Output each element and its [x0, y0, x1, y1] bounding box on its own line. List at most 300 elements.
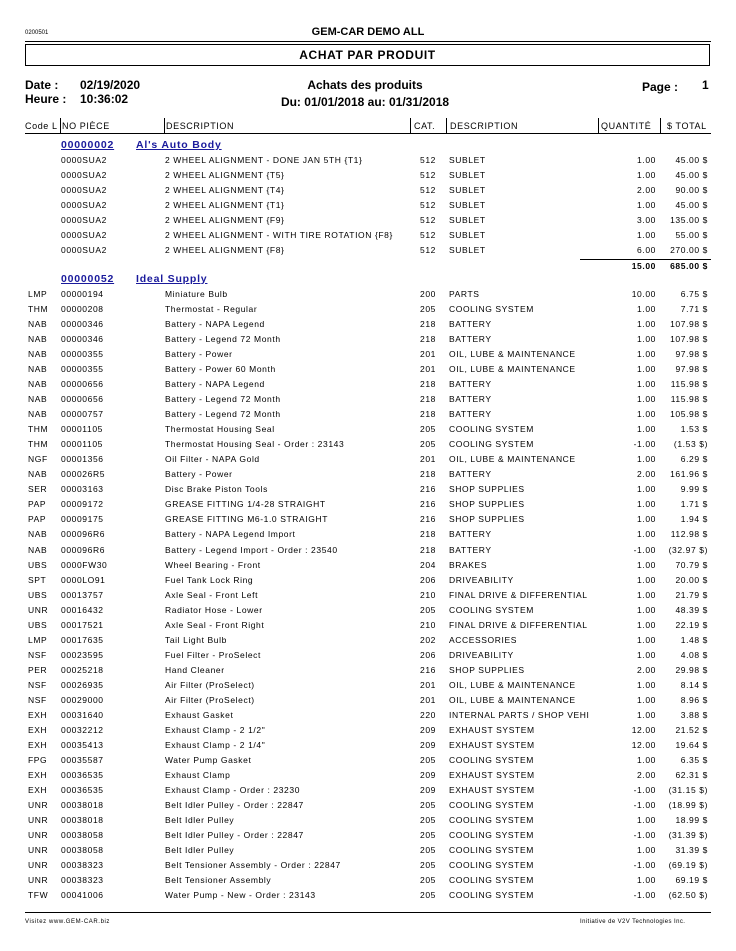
total-amount: (18.99 $): [668, 800, 708, 811]
subtotal-total: 685.00 $: [670, 261, 708, 272]
category-description: PARTS: [449, 289, 480, 299]
line-code: UBS: [28, 559, 48, 570]
total-amount: (62.50 $): [668, 890, 708, 901]
line-code: SPT: [28, 574, 47, 585]
line-code: UNR: [28, 875, 49, 886]
category-code: 512: [420, 155, 436, 165]
table-row: [0, 155, 736, 170]
part-description: Belt Tensioner Assembly: [165, 875, 272, 886]
line-code: THM: [28, 424, 49, 435]
line-code: PER: [28, 664, 48, 675]
col-sep-3: [410, 118, 411, 133]
table-row: [0, 334, 736, 349]
line-code: UNR: [28, 815, 49, 826]
quantity: 1.00: [637, 845, 656, 856]
part-description: Belt Tensioner Assembly - Order : 22847: [165, 860, 341, 871]
line-code: NAB: [28, 469, 48, 480]
line-code: UNR: [28, 800, 49, 811]
report-title-box: [25, 44, 710, 66]
part-description: Miniature Bulb: [165, 289, 228, 299]
category-code: 201: [420, 364, 436, 375]
part-description: Fuel Tank Lock Ring: [165, 574, 254, 585]
category-code: 201: [420, 349, 436, 360]
part-description: 2 WHEEL ALIGNMENT - DONE JAN 5TH {T1}: [165, 155, 363, 165]
table-row: [0, 560, 736, 575]
part-description: Air Filter (ProSelect): [165, 694, 255, 705]
col-sep-2: [164, 118, 165, 133]
line-code: PAP: [28, 499, 47, 510]
table-row: [0, 424, 736, 439]
quantity: 2.00: [637, 769, 656, 780]
category-description: BATTERY: [449, 334, 492, 345]
part-description: 2 WHEEL ALIGNMENT {F9}: [165, 215, 285, 226]
category-code: 206: [420, 649, 436, 660]
total-amount: 270.00 $: [670, 245, 708, 256]
quantity: 1.00: [637, 634, 656, 645]
total-amount: 62.31 $: [675, 769, 708, 780]
line-code: NAB: [28, 349, 48, 360]
quantity: 6.00: [637, 245, 656, 256]
table-row: [0, 289, 736, 304]
table-row: [0, 469, 736, 484]
footer-website: Visitez www.GEM-CAR.biz: [25, 919, 111, 925]
total-amount: 29.98 $: [675, 664, 708, 675]
quantity: 1.00: [637, 499, 656, 510]
part-number: 00025218: [61, 664, 104, 675]
group-name-link[interactable]: Al's Auto Body: [136, 139, 222, 151]
category-code: 205: [420, 860, 436, 871]
line-code: LMP: [28, 289, 48, 299]
category-code: 218: [420, 529, 436, 540]
part-description: Battery - Legend Import - Order : 23540: [165, 544, 338, 555]
quantity: 12.00: [631, 724, 656, 735]
col-header-total: $ TOTAL: [667, 121, 707, 131]
quantity: 1.00: [637, 230, 656, 241]
total-amount: 6.35 $: [680, 754, 708, 765]
part-number: 00038018: [61, 800, 104, 811]
quantity: 2.00: [637, 185, 656, 196]
part-number: 00031640: [61, 709, 104, 720]
part-number: 00000208: [61, 304, 104, 315]
category-description: SHOP SUPPLIES: [449, 484, 525, 495]
category-code: 206: [420, 574, 436, 585]
col-sep-1: [60, 118, 61, 133]
total-amount: 1.94 $: [680, 514, 708, 525]
part-number: 00036535: [61, 784, 104, 795]
total-amount: 112.98 $: [670, 529, 708, 540]
quantity: -1.00: [633, 439, 656, 450]
total-amount: 107.98 $: [670, 319, 708, 330]
category-code: 210: [420, 589, 436, 600]
category-description: FINAL DRIVE & DIFFERENTIAL: [449, 619, 588, 630]
part-number: 00000194: [61, 289, 104, 299]
line-code: NAB: [28, 394, 48, 405]
category-code: 512: [420, 185, 436, 196]
part-number: 000096R6: [61, 544, 106, 555]
part-description: Radiator Hose - Lower: [165, 604, 263, 615]
table-row: [0, 304, 736, 319]
category-description: BATTERY: [449, 394, 492, 405]
page-label: Page :: [642, 80, 679, 94]
total-amount: (31.15 $): [668, 784, 708, 795]
category-description: DRIVEABILITY: [449, 649, 514, 660]
part-number: 0000FW30: [61, 559, 108, 570]
part-number: 00038323: [61, 860, 104, 871]
col-header-part-no: NO PIÈCE: [62, 121, 110, 131]
category-code: 218: [420, 469, 436, 480]
category-description: SUBLET: [449, 230, 486, 241]
line-code: LMP: [28, 634, 48, 645]
table-row: [0, 875, 736, 890]
line-code: NAB: [28, 529, 48, 540]
category-description: SHOP SUPPLIES: [449, 514, 525, 525]
line-code: EXH: [28, 739, 48, 750]
part-description: Belt Idler Pulley: [165, 815, 235, 826]
total-amount: 70.79 $: [675, 559, 708, 570]
quantity: 1.00: [637, 694, 656, 705]
part-description: Battery - Legend 72 Month: [165, 394, 281, 405]
category-description: SHOP SUPPLIES: [449, 664, 525, 675]
category-description: COOLING SYSTEM: [449, 800, 534, 811]
part-description: Hand Cleaner: [165, 664, 225, 675]
report-code: 0200501: [25, 30, 49, 36]
quantity: 1.00: [637, 559, 656, 570]
table-row: [0, 680, 736, 695]
line-code: UNR: [28, 860, 49, 871]
table-row: [0, 439, 736, 454]
table-row: [0, 200, 736, 215]
category-description: OIL, LUBE & MAINTENANCE: [449, 679, 576, 690]
part-number: 00035413: [61, 739, 104, 750]
total-amount: 1.48 $: [680, 634, 708, 645]
total-amount: 45.00 $: [675, 155, 708, 165]
total-amount: 135.00 $: [670, 215, 708, 226]
total-amount: 8.96 $: [680, 694, 708, 705]
part-description: Belt Idler Pulley - Order : 22847: [165, 800, 304, 811]
part-description: Battery - Power: [165, 469, 233, 480]
part-description: Water Pump - New - Order : 23143: [165, 890, 316, 901]
category-description: SUBLET: [449, 155, 486, 165]
total-amount: (1.53 $): [673, 439, 708, 450]
total-amount: 9.99 $: [680, 484, 708, 495]
category-code: 210: [420, 619, 436, 630]
total-amount: 8.14 $: [680, 679, 708, 690]
line-code: NAB: [28, 544, 48, 555]
part-number: 00017521: [61, 619, 104, 630]
quantity: -1.00: [633, 544, 656, 555]
line-code: EXH: [28, 784, 48, 795]
quantity: 1.00: [637, 409, 656, 420]
part-description: GREASE FITTING 1/4-28 STRAIGHT: [165, 499, 326, 510]
category-description: COOLING SYSTEM: [449, 845, 534, 856]
total-amount: 45.00 $: [675, 170, 708, 181]
quantity: 1.00: [637, 364, 656, 375]
part-number: 00017635: [61, 634, 104, 645]
line-code: NAB: [28, 319, 48, 330]
line-code: THM: [28, 304, 49, 315]
category-description: OIL, LUBE & MAINTENANCE: [449, 454, 576, 465]
part-number: 00041006: [61, 890, 104, 901]
table-row: [0, 815, 736, 830]
total-amount: 105.98 $: [670, 409, 708, 420]
table-row: [0, 710, 736, 725]
quantity: 1.00: [637, 349, 656, 360]
category-description: SUBLET: [449, 215, 486, 226]
part-number: 00016432: [61, 604, 104, 615]
time-label: Heure :: [25, 92, 67, 106]
total-amount: 69.19 $: [675, 875, 708, 886]
part-number: 00013757: [61, 589, 104, 600]
category-description: COOLING SYSTEM: [449, 860, 534, 871]
category-description: EXHAUST SYSTEM: [449, 739, 535, 750]
line-code: PAP: [28, 514, 47, 525]
part-description: Tail Light Bulb: [165, 634, 227, 645]
part-number: 00026935: [61, 679, 104, 690]
line-code: NAB: [28, 364, 48, 375]
quantity: 1.00: [637, 454, 656, 465]
total-amount: (31.39 $): [668, 830, 708, 841]
subtotal-quantity: 15.00: [631, 261, 656, 272]
category-code: 204: [420, 559, 436, 570]
quantity: 1.00: [637, 394, 656, 405]
table-row: [0, 529, 736, 544]
part-description: Air Filter (ProSelect): [165, 679, 255, 690]
page-number: 1: [702, 78, 709, 92]
footer-rule: [25, 912, 711, 913]
part-number: 0000SUA2: [61, 155, 107, 165]
table-row: [0, 230, 736, 245]
group-id-link[interactable]: 00000052: [61, 273, 115, 285]
total-amount: 7.71 $: [680, 304, 708, 315]
quantity: 1.00: [637, 875, 656, 886]
part-number: 0000SUA2: [61, 215, 107, 226]
part-number: 000026R5: [61, 469, 106, 480]
category-code: 512: [420, 215, 436, 226]
col-header-category-description: DESCRIPTION: [450, 121, 519, 131]
subtotal-rule: [580, 259, 711, 260]
category-description: FINAL DRIVE & DIFFERENTIAL: [449, 589, 588, 600]
quantity: 1.00: [637, 649, 656, 660]
category-description: COOLING SYSTEM: [449, 424, 534, 435]
category-description: BATTERY: [449, 379, 492, 390]
group-name-link[interactable]: Ideal Supply: [136, 273, 208, 285]
part-description: Water Pump Gasket: [165, 754, 252, 765]
line-code: UNR: [28, 830, 49, 841]
category-description: COOLING SYSTEM: [449, 304, 534, 315]
part-number: 00001105: [61, 439, 103, 450]
part-description: Wheel Bearing - Front: [165, 559, 261, 570]
quantity: 1.00: [637, 379, 656, 390]
category-description: EXHAUST SYSTEM: [449, 769, 535, 780]
category-code: 209: [420, 769, 436, 780]
line-code: UNR: [28, 604, 49, 615]
part-number: 00003163: [61, 484, 104, 495]
line-code: NAB: [28, 334, 48, 345]
line-code: NAB: [28, 379, 48, 390]
col-sep-6: [660, 118, 661, 133]
category-description: ACCESSORIES: [449, 634, 518, 645]
table-row: [0, 785, 736, 800]
category-code: 205: [420, 815, 436, 826]
table-row: [0, 770, 736, 785]
part-description: Battery - Legend 72 Month: [165, 409, 281, 420]
part-description: Battery - Legend 72 Month: [165, 334, 281, 345]
line-code: UNR: [28, 845, 49, 856]
category-code: 202: [420, 634, 436, 645]
footer-credit: Initiative de V2V Technologies Inc.: [580, 919, 686, 925]
part-description: Exhaust Clamp - 2 1/4": [165, 739, 266, 750]
category-code: 512: [420, 230, 436, 241]
quantity: 1.00: [637, 754, 656, 765]
group-id-link[interactable]: 00000002: [61, 139, 115, 151]
category-description: COOLING SYSTEM: [449, 890, 534, 901]
part-description: 2 WHEEL ALIGNMENT {T5}: [165, 170, 285, 181]
part-description: 2 WHEEL ALIGNMENT {T1}: [165, 200, 285, 211]
line-code: UBS: [28, 589, 48, 600]
part-number: 00038018: [61, 815, 104, 826]
category-description: BRAKES: [449, 559, 488, 570]
time-value: 10:36:02: [80, 92, 129, 106]
part-number: 00029000: [61, 694, 104, 705]
quantity: 1.00: [637, 424, 656, 435]
total-amount: 115.98 $: [670, 394, 708, 405]
quantity: -1.00: [633, 784, 656, 795]
table-row: [0, 409, 736, 424]
company-name: GEM-CAR DEMO ALL: [311, 26, 425, 38]
part-description: Fuel Filter - ProSelect: [165, 649, 261, 660]
category-code: 205: [420, 875, 436, 886]
category-code: 201: [420, 454, 436, 465]
category-code: 205: [420, 890, 436, 901]
table-row: [0, 545, 736, 560]
category-code: 205: [420, 754, 436, 765]
col-sep-5: [598, 118, 599, 133]
total-amount: 1.71 $: [680, 499, 708, 510]
table-row: [0, 454, 736, 469]
category-code: 201: [420, 679, 436, 690]
total-amount: 6.29 $: [680, 454, 708, 465]
category-description: EXHAUST SYSTEM: [449, 784, 535, 795]
category-code: 218: [420, 394, 436, 405]
total-amount: 97.98 $: [675, 364, 708, 375]
part-description: Exhaust Clamp: [165, 769, 231, 780]
quantity: 1.00: [637, 484, 656, 495]
category-description: BATTERY: [449, 409, 492, 420]
quantity: -1.00: [633, 830, 656, 841]
line-code: TFW: [28, 890, 49, 901]
category-description: DRIVEABILITY: [449, 574, 514, 585]
category-description: SUBLET: [449, 200, 486, 211]
col-header-code: Code L: [25, 121, 58, 131]
part-description: Axle Seal - Front Left: [165, 589, 259, 600]
category-code: 216: [420, 514, 436, 525]
table-row: [0, 379, 736, 394]
table-row: [0, 364, 736, 379]
report-subtitle: Achats des produits: [307, 78, 423, 92]
quantity: 2.00: [637, 664, 656, 675]
table-row: [0, 170, 736, 185]
quantity: 1.00: [637, 304, 656, 315]
table-row: [0, 319, 736, 334]
part-number: 00000346: [61, 319, 104, 330]
total-amount: 48.39 $: [675, 604, 708, 615]
line-code: NSF: [28, 649, 47, 660]
table-row: [0, 800, 736, 815]
quantity: 1.00: [637, 155, 656, 165]
category-code: 512: [420, 170, 436, 181]
quantity: 1.00: [637, 619, 656, 630]
total-amount: 107.98 $: [670, 334, 708, 345]
quantity: 1.00: [637, 815, 656, 826]
part-description: Belt Idler Pulley - Order : 22847: [165, 830, 304, 841]
part-description: Battery - Power: [165, 349, 233, 360]
quantity: 1.00: [637, 170, 656, 181]
table-row: [0, 394, 736, 409]
line-code: NGF: [28, 454, 48, 465]
part-number: 0000SUA2: [61, 185, 107, 196]
part-description: Thermostat Housing Seal - Order : 23143: [165, 439, 345, 450]
part-number: 00001356: [61, 454, 104, 465]
category-code: 512: [420, 200, 436, 211]
category-code: 209: [420, 724, 436, 735]
line-code: UBS: [28, 619, 48, 630]
category-description: COOLING SYSTEM: [449, 815, 534, 826]
part-description: 2 WHEEL ALIGNMENT - WITH TIRE ROTATION {F8}: [165, 230, 393, 241]
table-row: [0, 245, 736, 260]
table-row: [0, 740, 736, 755]
category-description: SUBLET: [449, 185, 486, 196]
line-code: EXH: [28, 724, 48, 735]
part-number: 00001105: [61, 424, 103, 435]
category-code: 512: [420, 245, 436, 256]
line-code: NAB: [28, 409, 48, 420]
category-code: 200: [420, 289, 436, 299]
part-number: 000096R6: [61, 529, 106, 540]
part-description: Thermostat - Regular: [165, 304, 258, 315]
category-description: COOLING SYSTEM: [449, 754, 534, 765]
table-row: [0, 499, 736, 514]
total-amount: 21.52 $: [675, 724, 708, 735]
part-number: 0000SUA2: [61, 200, 107, 211]
total-amount: 22.19 $: [675, 619, 708, 630]
total-amount: 97.98 $: [675, 349, 708, 360]
category-description: SUBLET: [449, 170, 486, 181]
table-row: [0, 590, 736, 605]
part-description: Thermostat Housing Seal: [165, 424, 275, 435]
category-description: EXHAUST SYSTEM: [449, 724, 535, 735]
category-description: SUBLET: [449, 245, 486, 256]
col-header-description: DESCRIPTION: [166, 121, 235, 131]
category-code: 220: [420, 709, 436, 720]
category-code: 205: [420, 604, 436, 615]
part-description: Battery - NAPA Legend: [165, 319, 265, 330]
category-description: COOLING SYSTEM: [449, 875, 534, 886]
quantity: 3.00: [637, 215, 656, 226]
total-amount: 90.00 $: [675, 185, 708, 196]
line-code: NSF: [28, 679, 47, 690]
table-row: [0, 755, 736, 770]
category-code: 205: [420, 439, 436, 450]
part-number: 0000LO91: [61, 574, 106, 585]
part-number: 00036535: [61, 769, 104, 780]
part-description: Battery - NAPA Legend: [165, 379, 265, 390]
part-description: Exhaust Gasket: [165, 709, 234, 720]
part-description: Battery - NAPA Legend Import: [165, 529, 296, 540]
category-code: 218: [420, 409, 436, 420]
line-code: THM: [28, 439, 49, 450]
table-row: [0, 620, 736, 635]
part-description: 2 WHEEL ALIGNMENT {T4}: [165, 185, 285, 196]
